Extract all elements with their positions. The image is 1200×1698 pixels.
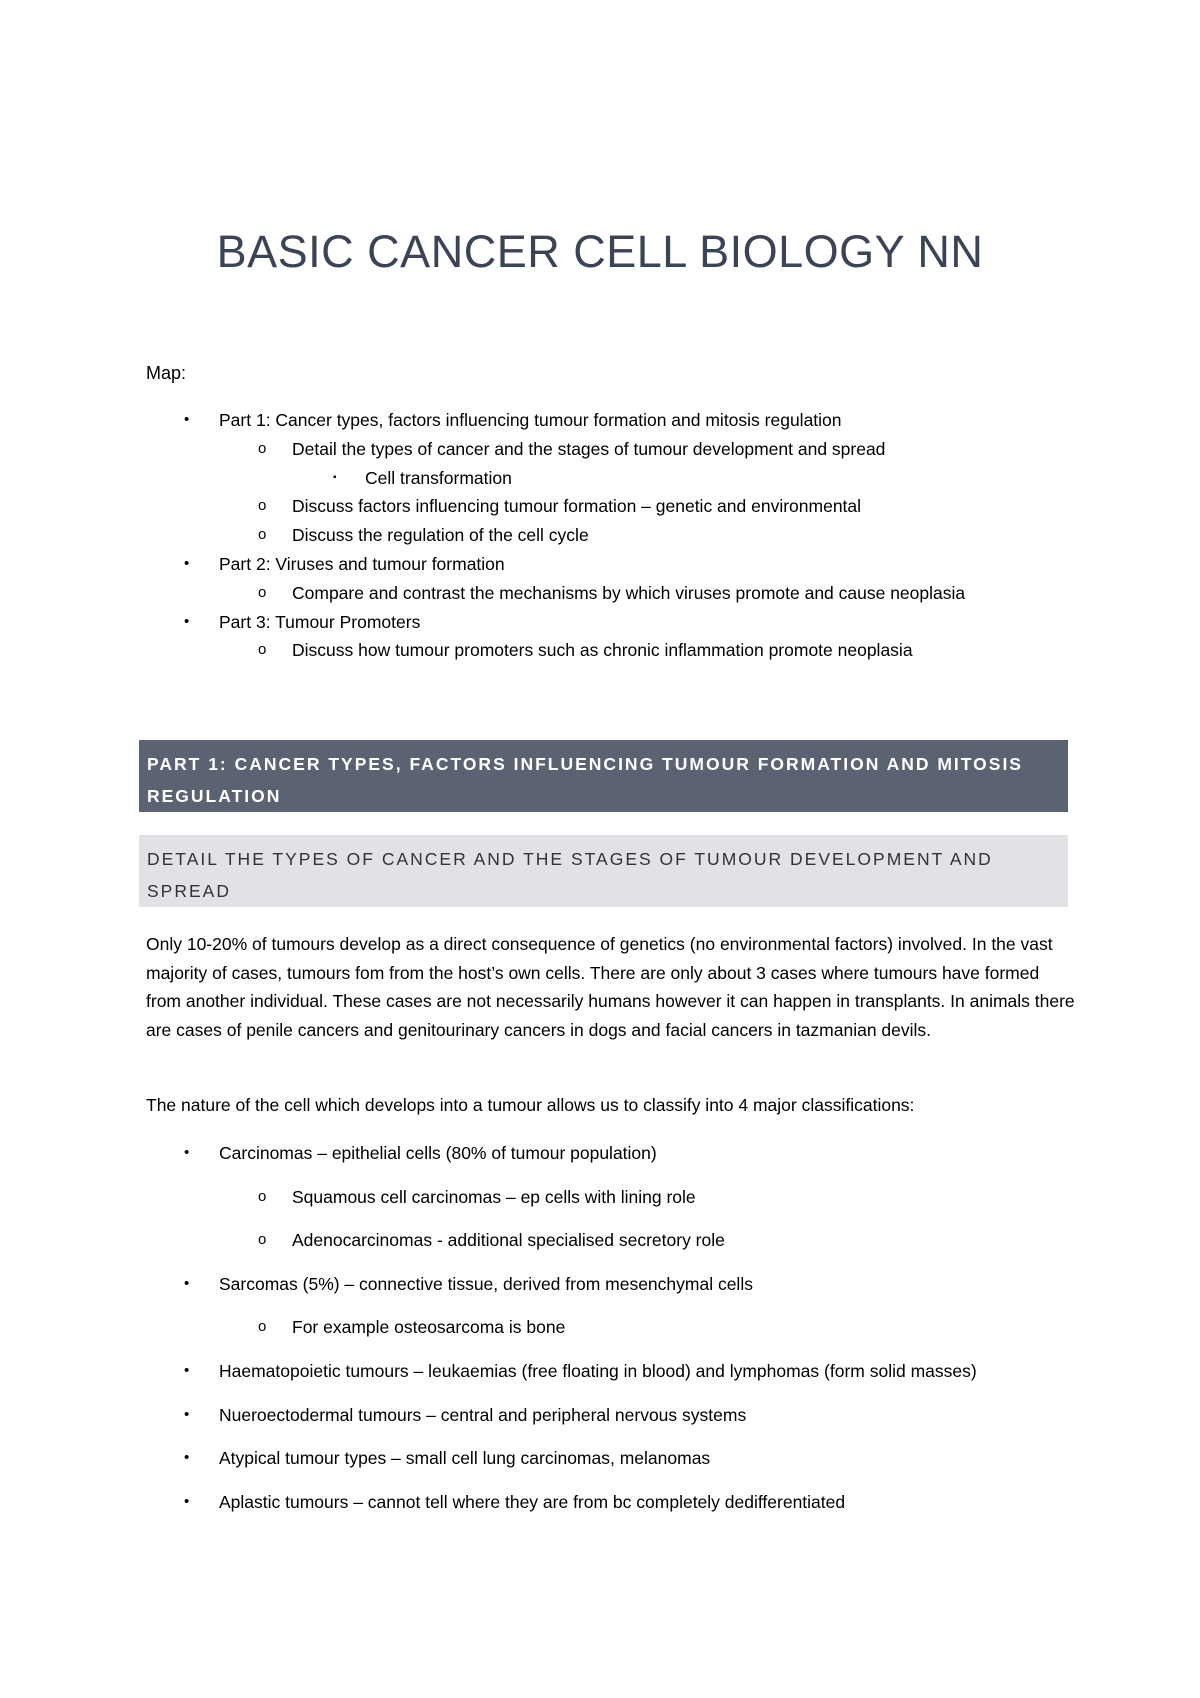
list-item: [146, 1401, 1076, 1445]
bullet-circle-icon: o: [258, 497, 267, 515]
bullet-disc-icon: •: [184, 411, 190, 428]
outline-item-text: Discuss how tumour promoters such as chronic inflammation promote neoplasia: [292, 640, 913, 661]
outline-item: [146, 608, 1076, 637]
bullet-disc-icon: •: [184, 1361, 190, 1379]
list-item-text: Squamous cell carcinomas – ep cells with lining role: [292, 1186, 696, 1207]
list-item-text: Haematopoietic tumours – leukaemias (free floating in blood) and lymphomas (form solid masses): [219, 1360, 977, 1381]
list-item-text: For example osteosarcoma is bone: [292, 1317, 566, 1338]
heading-1: PART 1: CANCER TYPES, FACTORS INFLUENCING TUMOUR FORMATION AND MITOSIS REGULATION: [139, 740, 1068, 812]
outline-item-text: Detail the types of cancer and the stages of tumour development and spread: [292, 438, 886, 459]
outline-item-text: Discuss the regulation of the cell cycle: [292, 525, 589, 546]
body-paragraph: Only 10-20% of tumours develop as a direct consequence of genetics (no environmental factors) involved. In the vast majority of cases, tumours fom from the host’s own cells. There are only about 3 cases where tumours have formed from another individual. These cases are not necessarily humans however it can happen in transplants. In animals there are cases of penile cancers and genitourinary cancers in dogs and facial cancers in tazmanian devils.: [146, 934, 1075, 1040]
bullet-circle-icon: o: [258, 1231, 267, 1249]
outline-item-text: Discuss factors influencing tumour formation – genetic and environmental: [292, 496, 862, 517]
bullet-circle-icon: o: [258, 526, 267, 544]
outline-item-text: Part 2: Viruses and tumour formation: [219, 553, 505, 574]
body-paragraph: The nature of the cell which develops into a tumour allows us to classify into 4 major classifications:: [146, 1095, 915, 1115]
bullet-circle-icon: o: [258, 641, 267, 659]
tumour-types-list: [146, 1139, 1076, 1531]
outline-item: [146, 492, 1076, 521]
list-item: [146, 1444, 1076, 1488]
list-item-text: Sarcomas (5%) – connective tissue, derived from mesenchymal cells: [219, 1273, 753, 1294]
bullet-disc-icon: •: [184, 1405, 190, 1423]
outline-item: [146, 406, 1076, 435]
bullet-circle-icon: o: [258, 439, 267, 457]
list-item: [146, 1357, 1076, 1401]
map-label: Map:: [146, 363, 187, 383]
list-item: [146, 1226, 1076, 1270]
list-item-text: Aplastic tumours – cannot tell where they are from bc completely dedifferentiated: [219, 1491, 846, 1512]
list-item-text: Carcinomas – epithelial cells (80% of tumour population): [219, 1143, 657, 1163]
outline-list: [146, 406, 1076, 665]
list-item: [146, 1183, 1076, 1227]
bullet-circle-icon: o: [258, 1318, 267, 1336]
bullet-disc-icon: •: [184, 1274, 190, 1292]
outline-item: [146, 435, 1076, 464]
list-item: [146, 1270, 1076, 1314]
list-item: [146, 1488, 1076, 1532]
bullet-disc-icon: •: [184, 1144, 190, 1161]
outline-item-text: Compare and contrast the mechanisms by which viruses promote and cause neoplasia: [292, 582, 966, 603]
list-item-text: Nueroectodermal tumours – central and peripheral nervous systems: [219, 1404, 747, 1425]
heading-2: DETAIL THE TYPES OF CANCER AND THE STAGES OF TUMOUR DEVELOPMENT AND SPREAD: [139, 835, 1068, 907]
list-item-text: Atypical tumour types – small cell lung carcinomas, melanomas: [219, 1448, 711, 1469]
bullet-disc-icon: •: [184, 1492, 190, 1510]
outline-item: [146, 579, 1076, 608]
outline-item-text: Part 3: Tumour Promoters: [219, 611, 421, 632]
outline-item: [146, 550, 1076, 579]
bullet-disc-icon: •: [184, 554, 190, 572]
outline-item: [146, 521, 1076, 550]
outline-item-text: Cell transformation: [365, 467, 512, 488]
bullet-disc-icon: •: [184, 612, 190, 630]
outline-item-text: Part 1: Cancer types, factors influencing tumour formation and mitosis regulation: [219, 410, 842, 430]
bullet-square-icon: ▪: [333, 471, 337, 483]
list-item-text: Adenocarcinomas - additional specialised secretory role: [292, 1230, 725, 1251]
list-item: [146, 1139, 1076, 1183]
document-title: BASIC CANCER CELL BIOLOGY NN: [216, 226, 984, 277]
bullet-circle-icon: o: [258, 583, 267, 601]
outline-item: [146, 464, 1076, 493]
bullet-circle-icon: o: [258, 1187, 267, 1205]
list-item: [146, 1313, 1076, 1357]
bullet-disc-icon: •: [184, 1449, 190, 1467]
outline-item: [146, 636, 1076, 665]
